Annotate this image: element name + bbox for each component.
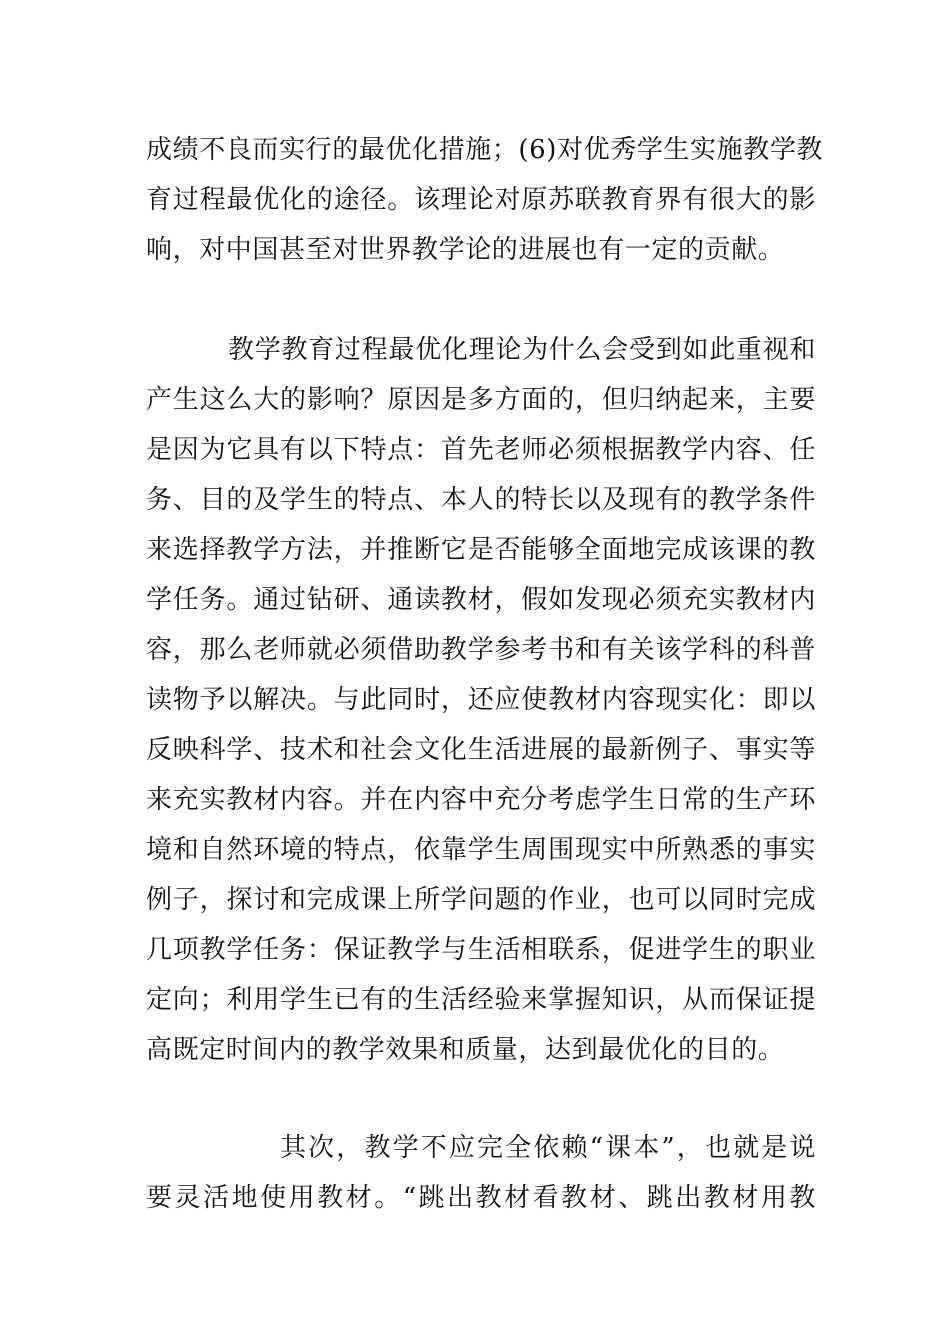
paragraph-2-line-6: 学任务。通过钻研、通读教材，假如发现必须充实教材内 [146,585,816,615]
paragraph-2-line-5: 来选择教学方法，并推断它是否能够全面地完成该课的教 [146,535,816,565]
paragraph-3-line-2: 要灵活地使用教材。“跳出教材看教材、跳出教材用教 [146,1183,816,1213]
paragraph-1-line-2: 育过程最优化的途径。该理论对原苏联教育界有很大的影 [146,185,816,215]
paragraph-1-line-3: 响，对中国甚至对世界教学论的进展也有一定的贡献。 [146,235,785,265]
paragraph-2-line-7: 容，那么老师就必须借助教学参考书和有关该学科的科普 [146,635,816,665]
paragraph-2-line-9: 反映科学、技术和社会文化生活进展的最新例子、事实等 [146,735,816,765]
paragraph-2-line-4: 务、目的及学生的特点、本人的特长以及现有的教学条件 [146,485,816,515]
paragraph-2-line-10: 来充实教材内容。并在内容中充分考虑学生日常的生产环 [146,785,816,815]
paragraph-3-line-1: 其次，教学不应完全依赖“课本”，也就是说 [280,1133,816,1163]
paragraph-2-line-15: 高既定时间内的教学效果和质量，达到最优化的目的。 [146,1035,785,1065]
paragraph-2-line-14: 定向；利用学生已有的生活经验来掌握知识，从而保证提 [146,985,816,1015]
paragraph-2-line-8: 读物予以解决。与此同时，还应使教材内容现实化：即以 [146,685,816,715]
paragraph-2-line-1: 教学教育过程最优化理论为什么会受到如此重视和 [228,335,816,365]
paragraph-2-line-13: 几项教学任务：保证教学与生活相联系，促进学生的职业 [146,935,816,965]
paragraph-2-line-3: 是因为它具有以下特点：首先老师必须根据教学内容、任 [146,435,816,465]
paragraph-1-line-1: 成绩不良而实行的最优化措施；(6)对优秀学生实施教学教 [146,135,824,165]
paragraph-2-line-2: 产生这么大的影响？原因是多方面的，但归纳起来，主要 [146,385,816,415]
paragraph-2-line-12: 例子，探讨和完成课上所学问题的作业，也可以同时完成 [146,885,816,915]
paragraph-2-line-11: 境和自然环境的特点，依靠学生周围现实中所熟悉的事实 [146,835,816,865]
